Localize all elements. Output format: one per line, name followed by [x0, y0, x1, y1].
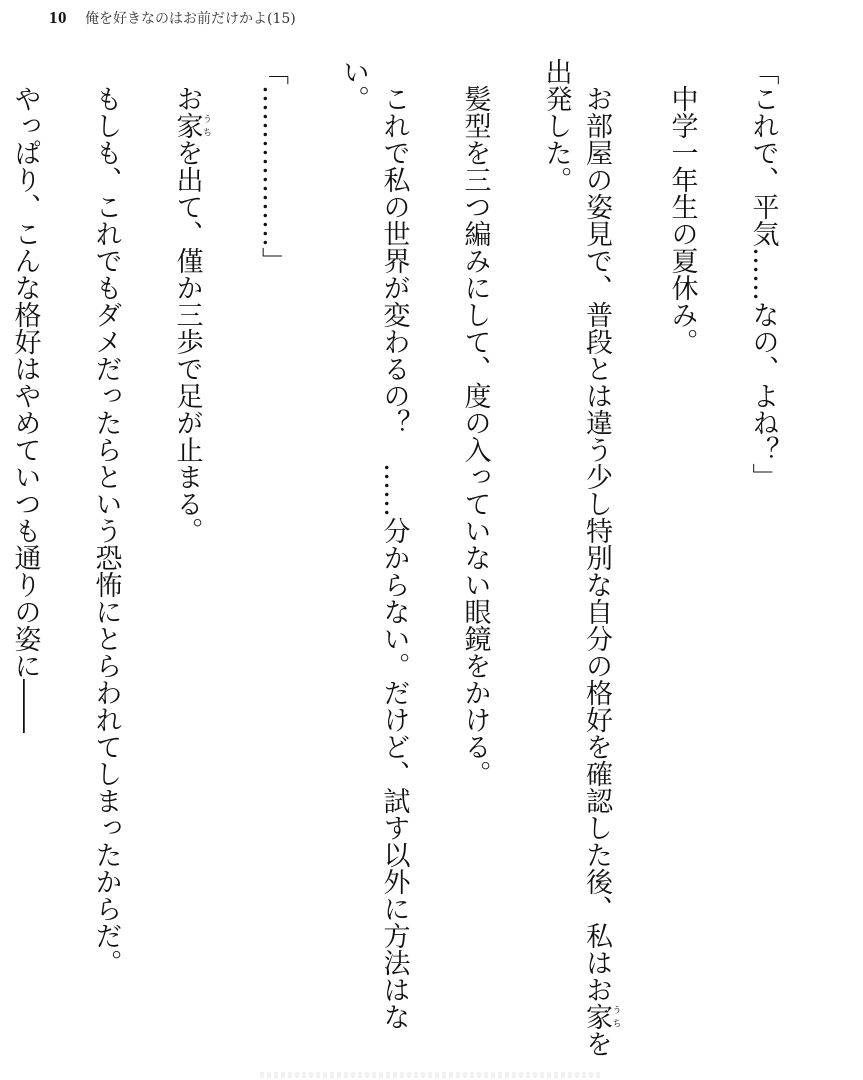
ruby-word	[581, 1003, 621, 1030]
ruby-reading: うち	[610, 1003, 621, 1030]
paragraph	[742, 58, 783, 1060]
dialogue-line: 「………………」	[257, 58, 288, 274]
narration-line: 中学一年生の夏休み。	[666, 85, 698, 355]
scan-footer-mark	[260, 1072, 600, 1078]
running-title: 俺を好きなのはお前だけかよ(15)	[85, 11, 296, 27]
paragraph	[4, 58, 45, 1060]
paragraph	[535, 58, 621, 1060]
page-header	[49, 8, 296, 32]
ruby-base-text: 家	[171, 112, 203, 139]
ruby-reading: うち	[201, 112, 211, 139]
narration-line: を出て、僅か三歩で足が止まる。	[171, 139, 203, 544]
narration-line: お部屋の姿見で、普段とは違う少し特別な自分の格好を確認した後、私はお	[581, 85, 612, 1003]
page-number: 10	[49, 8, 67, 27]
narration-line: やっぱり、こんな格好はやめていつも通りの姿に――	[9, 85, 41, 733]
ruby-base-text: 家	[581, 1003, 612, 1030]
narration-line: これで私の世界が変わるの？ ……分からない。だけど、試す以外に方法はない。	[338, 58, 410, 1030]
paragraph	[252, 58, 293, 1060]
dialogue-line: 「これで、平気……なの、よね？」	[747, 58, 779, 490]
narration-line: を出発した。	[540, 58, 612, 1057]
narration-line: 髪型を三つ編みにして、度の入っていない眼鏡をかける。	[459, 85, 491, 787]
paragraph	[166, 58, 211, 1060]
ruby-word	[171, 112, 211, 139]
paragraph	[333, 58, 414, 1060]
paragraph	[661, 58, 702, 1060]
body-text	[9, 58, 823, 1060]
narration-line: もしも、これでもダメだったらという恐怖にとらわれてしまったからだ。	[90, 85, 122, 976]
narration-line: お	[171, 85, 203, 112]
paragraph	[85, 58, 126, 1060]
paragraph	[454, 58, 495, 1060]
